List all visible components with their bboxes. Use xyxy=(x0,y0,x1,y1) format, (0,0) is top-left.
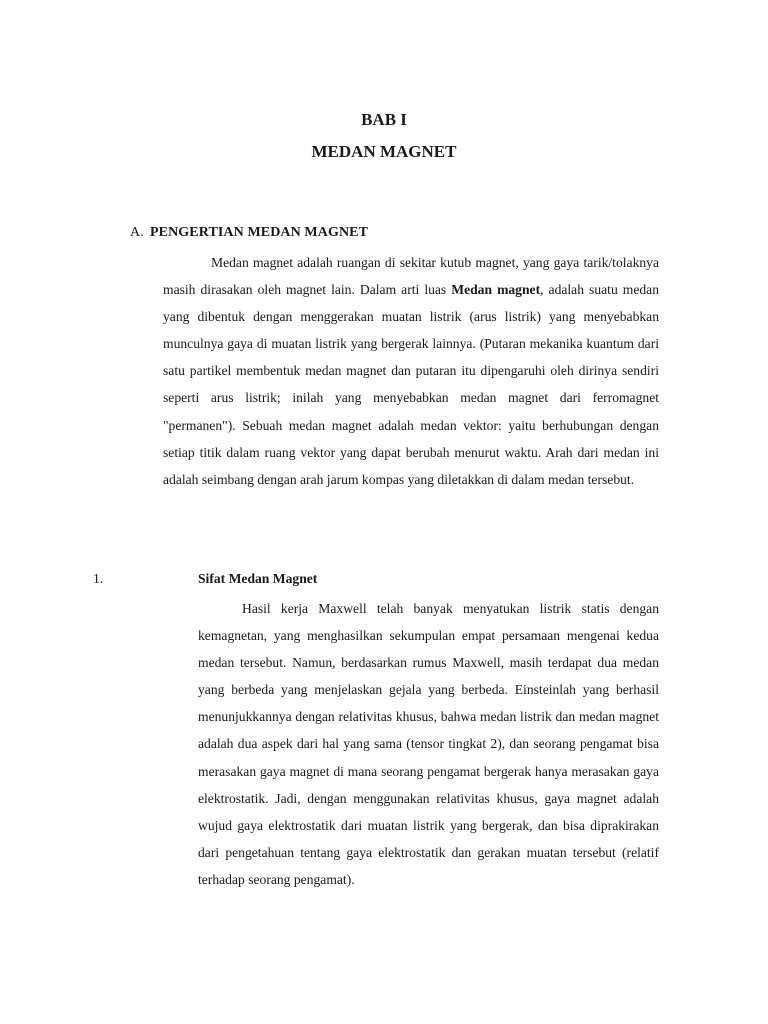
subsection-1-title: Sifat Medan Magnet xyxy=(198,571,318,586)
section-a-bold-term: Medan magnet xyxy=(451,282,541,298)
section-a-title: PENGERTIAN MEDAN MAGNET xyxy=(150,225,369,240)
section-a-heading xyxy=(130,225,368,241)
subsection-1-paragraph: Hasil kerja Maxwell telah banyak menyatukan listrik statis dengan kemagnetan, yang menghasilkan sekumpulan empat persamaan mengenai kedua medan tersebut. Namun, berdasarkan rumus Maxwell, masih terdapat dua medan yang berbeda yang menjelaskan gejala yang berbeda. Einsteinlah yang berhasil menunjukkannya dengan relativitas khusus, bahwa medan listrik dan medan magnet adalah dua aspek dari hal yang sama (tensor tingkat 2), dan seorang pengamat bisa merasakan gaya magnet di mana seorang pengamat bergerak hanya merasakan gaya elektrostatik. Jadi, dengan menggunakan relativitas khusus, gaya magnet adalah wujud gaya elektrostatik dari muatan listrik yang bergerak, dan bisa diprakirakan dari pengetahuan tentang gaya elektrostatik dan gerakan muatan tersebut (relatif terhadap seorang pengamat). xyxy=(198,601,659,887)
subsection-1-number: 1. xyxy=(93,571,104,586)
section-a-letter: A. xyxy=(130,225,144,240)
section-a-paragraph xyxy=(163,249,659,493)
section-a-text-start: Medan magnet adalah ruangan di sekitar kutub magnet, yang gaya tarik/tolaknya masih dirasakan oleh magnet lain. Dalam arti luas xyxy=(163,255,659,298)
chapter-number: BAB I xyxy=(361,110,407,129)
chapter-title: MEDAN MAGNET xyxy=(311,142,457,161)
section-a-text-end: , adalah suatu medan yang dibentuk dengan menggerakan muatan listrik (arus listrik) yang menyebabkan munculnya gaya di muatan listrik yang bergerak lainnya. (Putaran mekanika kuantum dari satu partikel membentuk medan magnet dan putaran itu dipengaruhi oleh dirinya sendiri seperti arus listrik; inilah yang menyebabkan medan magnet dari ferromagnet "permanen"). Sebuah medan magnet adalah medan vektor: yaitu berhubungan dengan setiap titik dalam ruang vektor yang dapat berubah menurut waktu. Arah dari medan ini adalah seimbang dengan arah jarum kompas yang diletakkan di dalam medan tersebut. xyxy=(163,282,660,487)
